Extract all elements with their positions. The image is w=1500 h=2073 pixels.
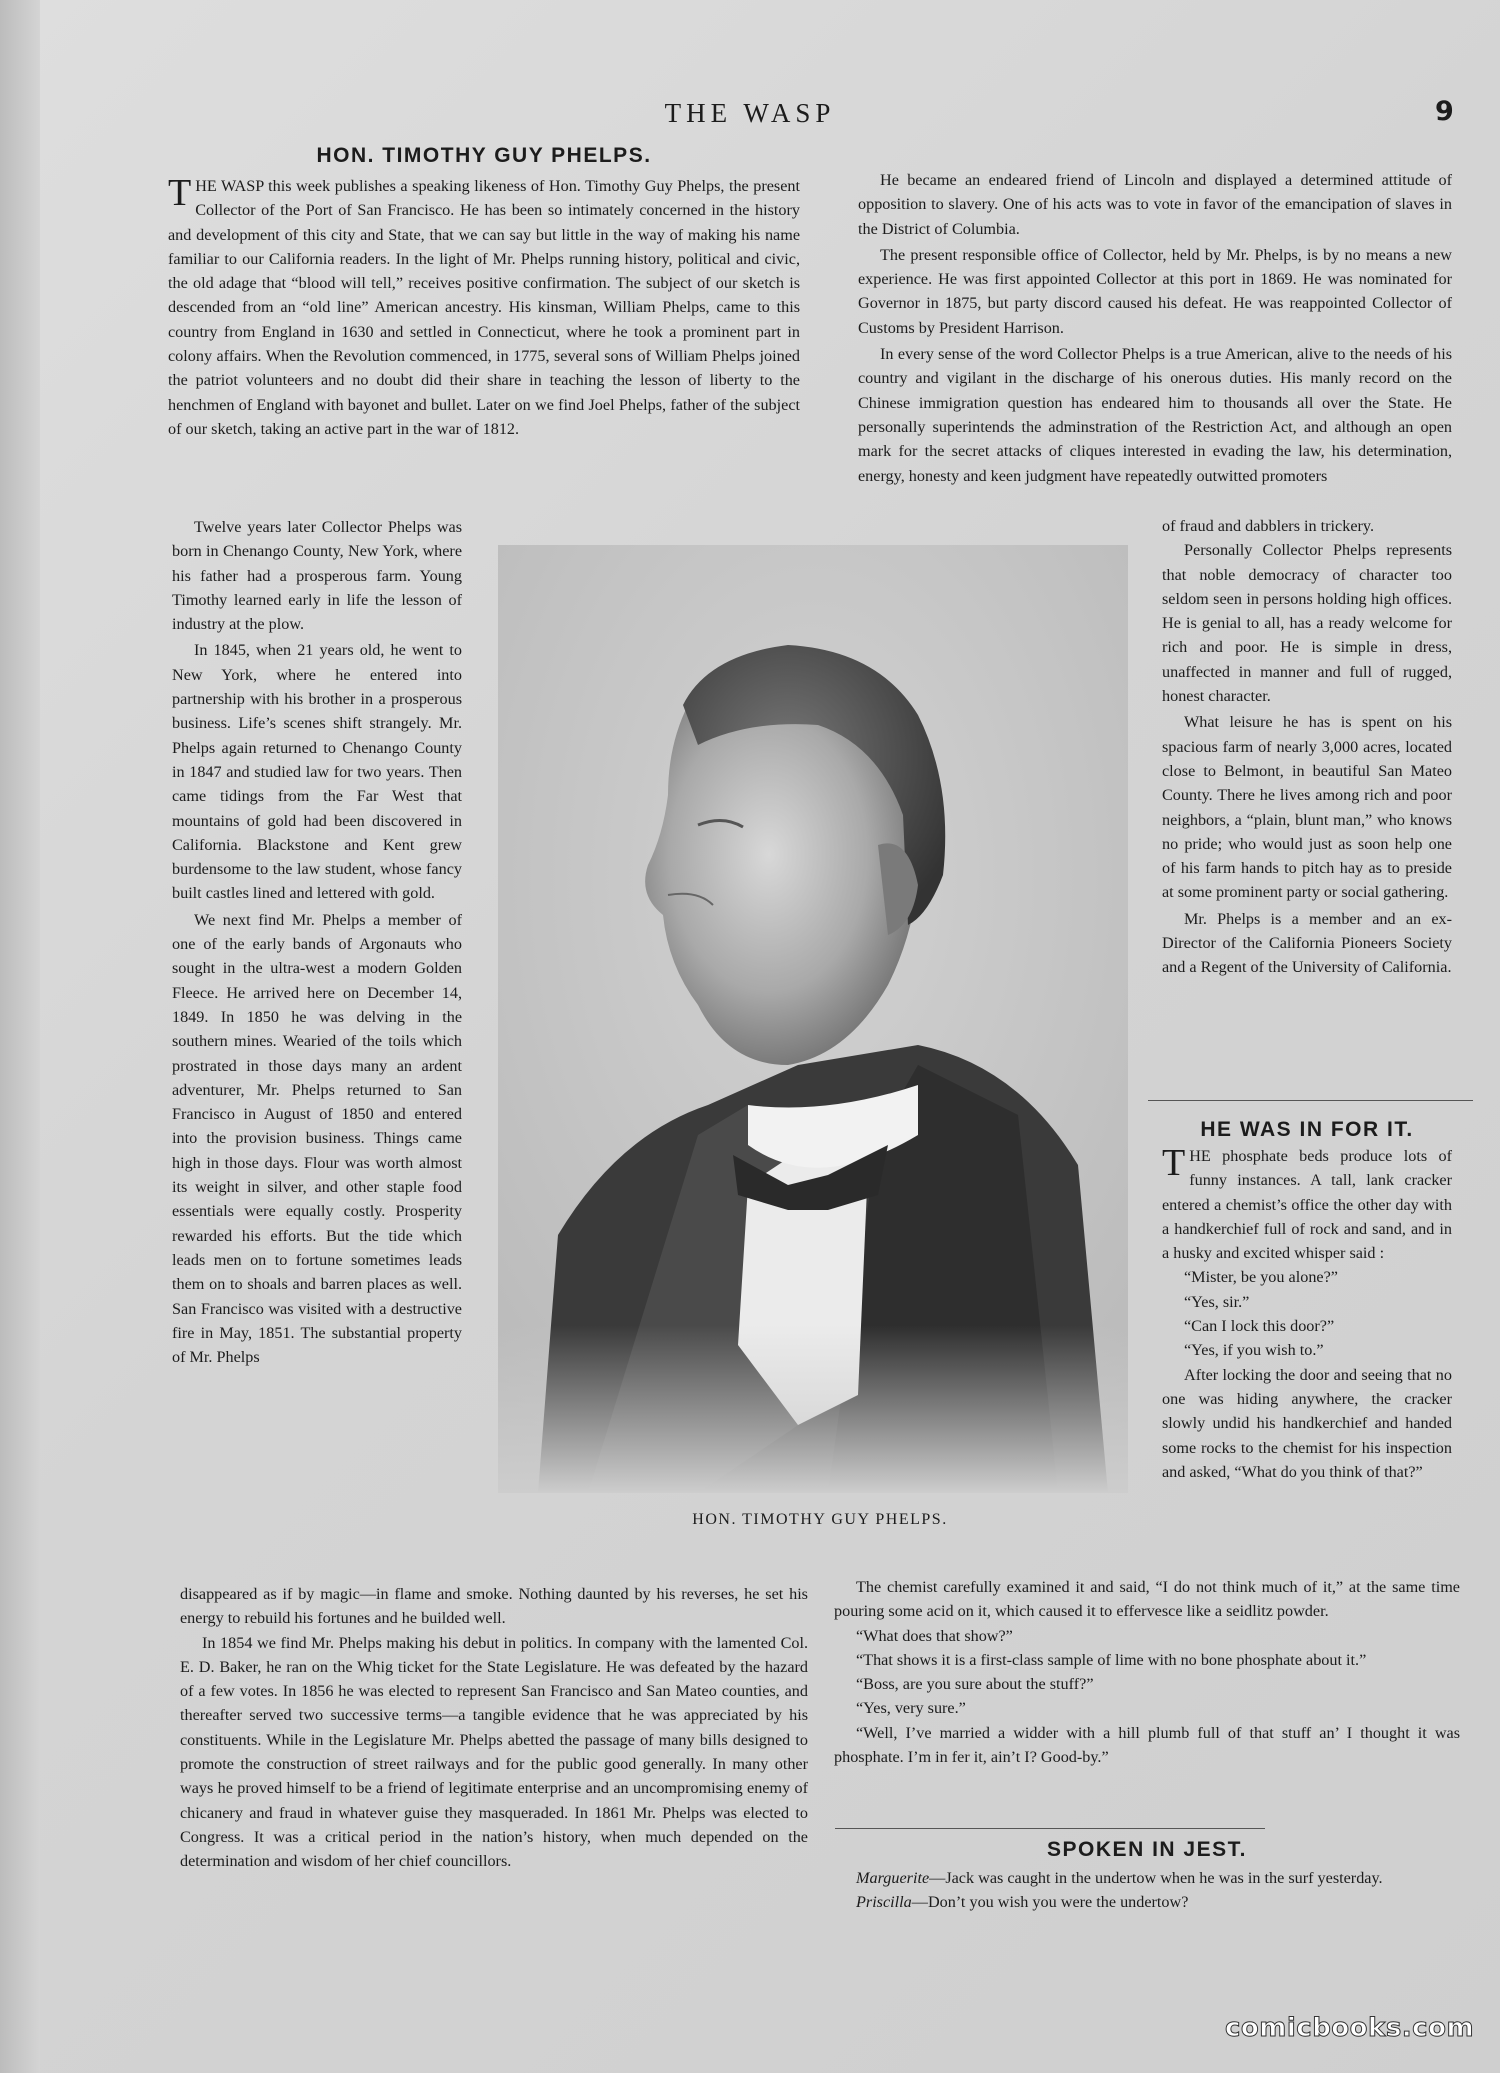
drop-cap: T (168, 172, 192, 214)
drop-cap: T (1162, 1142, 1186, 1184)
page-number: 9 (1435, 96, 1454, 127)
masthead: THE WASP (664, 98, 836, 128)
article-paragraph: THE phosphate beds produce lots of funny instances. A tall, lank cracker entered a chemist’s office the other day with a handkerchief full of rock and sand, and in a husky and excited whisper said : (1162, 1142, 1452, 1263)
article-paragraph: What leisure he has is spent on his spacious farm of nearly 3,000 acres, located close to Belmont, in beautiful San Mateo County. There he lives among rich and poor neighbors, a “plain, blunt man,” who knows no pride; who would just as soon help one of his farm hands to pitch hay as to preside at some prominent party or social gathering. (1162, 713, 1452, 902)
page-edge-shadow (0, 0, 40, 2073)
article-phelps-right-column (858, 168, 1452, 488)
dialogue-line: “Mister, be you alone?” (1184, 1268, 1338, 1287)
article-paragraph: Personally Collector Phelps represents that noble democracy of character too seldom seen in persons holding high offices. He is genial to all, has a ready welcome for rich and poor. He is simple in dress, unaffected in manner and full of rugged, honest character. (1162, 541, 1452, 706)
article-phelps-bottom-column (180, 1582, 808, 1874)
article-he-was-in-for-it (1162, 1118, 1452, 1484)
article-paragraph: We next find Mr. Phelps a member of one of the early bands of Argonauts who sought in the ultra-west a modern Golden Fleece. He arrived here on December 14, 1849. In 1850 he was delving in the southern mines. Wearied of the toils which prostrated in those days many an ardent adventurer, Mr. Phelps returned to San Francisco in August of 1850 and entered into the provision business. Things came high in those days. Flour was worth almost its weight in silver, and other staple food essentials were equally costly. Prosperity rewarded his efforts. But the tide which leads men on to fortune sometimes leads them on to shoals and barren places as well. San Francisco was visited with a destructive fire in May, 1851. The substantial property of Mr. Phelps (172, 910, 462, 1367)
article-paragraph: The present responsible office of Collector, held by Mr. Phelps, is by no means a new experience. He was first appointed Collector at this port in 1869. He was nominated for Governor in 1875, but party discord caused his defeat. He was reappointed Collector of Customs by President Harrison. (858, 245, 1452, 337)
site-watermark: comicbooks.com (1225, 2013, 1475, 2043)
article-spoken-in-jest (834, 1838, 1460, 1915)
article-paragraph: In every sense of the word Collector Phelps is a true American, alive to the needs of his country and vigilant in the discharge of his onerous duties. His manly record on the Chinese immigration question has endeared him to thousands all over the State. He personally superintends the adminstration of the Restriction Act, and although an open mark for the secret attacks of cliques interested in evading the law, his determination, energy, honesty and keen judgment have repeatedly outwitted promoters (858, 345, 1452, 485)
article-paragraph: THE WASP this week publishes a speaking likeness of Hon. Timothy Guy Phelps, the present Collector of the Port of San Francisco. He has been so intimately concerned in the history and development of this city and State, that we can say but little in the way of making his name familiar to our California readers. In the light of Mr. Phelps running history, political and civic, the old adage that “blood will tell,” receives positive confirmation. The subject of our sketch is descended from an “old line” American ancestry. His kinsman, William Phelps, came to this country from England in 1630 and settled in Connecticut, where he took a prominent part in colony affairs. When the Revolution commenced, in 1775, several sons of William Phelps joined the patriot volunteers and no doubt did their share in teaching the lesson of liberty to the henchmen of England with bayonet and bullet. Later on we find Joel Phelps, father of the subject of our sketch, taking an active part in the war of 1812. (168, 172, 800, 438)
dialogue-line: “Boss, are you sure about the stuff?” (856, 1675, 1094, 1694)
portrait-illustration (498, 545, 1128, 1493)
dialogue-line: “Well, I’ve married a widder with a hill plumb full of that stuff an’ I thought it was phosphate. I’m in fer it, ain’t I? Good-by.” (834, 1723, 1460, 1767)
article-paragraph: Mr. Phelps is a member and an ex-Director of the California Pioneers Society and a Regent of the University of California. (1162, 909, 1452, 977)
dialogue-line: Priscilla—Don’t you wish you were the undertow? (856, 1893, 1189, 1912)
article-headline: SPOKEN IN JEST. (1047, 1838, 1247, 1861)
article-headline: HON. TIMOTHY GUY PHELPS. (316, 144, 652, 167)
dialogue-line: “Yes, sir.” (1184, 1292, 1250, 1311)
section-divider (1148, 1100, 1473, 1101)
article-paragraph: In 1854 we find Mr. Phelps making his debut in politics. In company with the lamented Col. E. D. Baker, he ran on the Whig ticket for the State Legislature. He was defeated by the hazard of a few votes. In 1856 he was elected to represent San Francisco and San Mateo counties, and thereafter served two successive terms—a tangible evidence that he was appreciated by his constituents. While in the Legislature Mr. Phelps abetted the passage of many bills designed to promote the construction of street railways and for the public good generally. In many other ways he proved himself to be a friend of legitimate enterprise and an uncompromising enemy of chicanery and fraud in whatever guise they masqueraded. In 1861 Mr. Phelps was elected to Congress. It was a critical period in the nation’s history, when much depended on the determination and wisdom of her chief councillors. (180, 1633, 808, 1871)
article-he-was-in-for-it-continued (834, 1575, 1460, 1769)
portrait-photo (498, 545, 1128, 1493)
speaker-name: Priscilla (856, 1893, 912, 1912)
speaker-name: Marguerite (856, 1869, 930, 1887)
article-paragraph: He became an endeared friend of Lincoln and displayed a determined attitude of opposition to slavery. One of his acts was to vote in favor of the emancipation of slaves in the District of Columbia. (858, 171, 1452, 238)
dialogue-line: “That shows it is a first-class sample of lime with no bone phosphate about it.” (856, 1650, 1367, 1669)
article-paragraph: The chemist carefully examined it and said, “I do not think much of it,” at the same time pouring some acid on it, which caused it to effervesce like a seidlitz powder. (834, 1578, 1460, 1621)
article-phelps-intro (168, 144, 800, 441)
article-phelps-narrow-column (172, 515, 462, 1369)
dialogue-line: “Yes, if you wish to.” (1184, 1341, 1324, 1360)
dialogue-line: Marguerite—Jack was caught in the undertow when he was in the surf yesterday. (856, 1869, 1383, 1887)
article-paragraph: After locking the door and seeing that no one was hiding anywhere, the cracker slowly undid his handkerchief and handed some rocks to the chemist for his inspection and asked, “What do you think of that?” (1162, 1365, 1452, 1481)
dialogue-line: “Can I lock this door?” (1184, 1317, 1335, 1336)
article-paragraph: disappeared as if by magic—in flame and smoke. Nothing daunted by his reverses, he set his energy to rebuild his fortunes and he builded well. (180, 1585, 808, 1628)
photo-caption: HON. TIMOTHY GUY PHELPS. (692, 1511, 948, 1528)
article-paragraph: Twelve years later Collector Phelps was born in Chenango County, New York, where his father had a prosperous farm. Young Timothy learned early in life the lesson of industry at the plow. (172, 518, 462, 634)
article-paragraph: In 1845, when 21 years old, he went to New York, where he entered into partnership with his brother in a prosperous business. Life’s scenes shift strangely. Mr. Phelps again returned to Chenango County in 1847 and studied law for two years. Then came tidings from the Far West that mountains of gold had been discovered in California. Blackstone and Kent grew burdensome to the law student, whose fancy built castles lined and lettered with gold. (172, 641, 462, 903)
dialogue-line: “Yes, very sure.” (856, 1699, 966, 1718)
article-paragraph: of fraud and dabblers in trickery. (1162, 517, 1375, 535)
article-headline: HE WAS IN FOR IT. (1200, 1118, 1414, 1141)
dialogue-line: “What does that show?” (856, 1626, 1013, 1645)
article-phelps-right-narrow-column (1162, 514, 1452, 980)
section-divider (835, 1828, 1265, 1829)
